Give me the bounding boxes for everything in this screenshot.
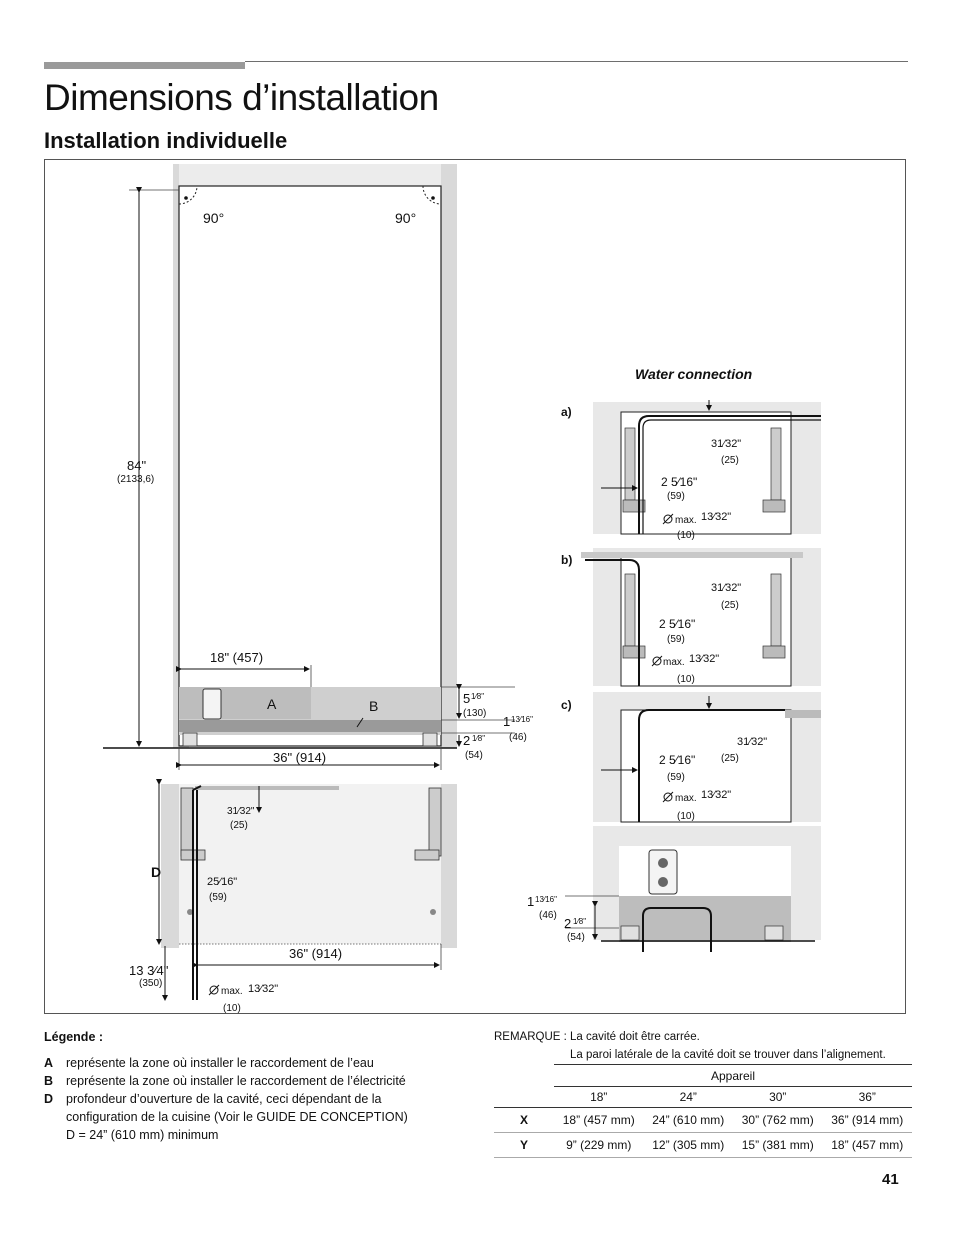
plan-31-32-label: 31⁄32" <box>227 806 255 817</box>
a-max-label: max. <box>675 515 697 526</box>
c-dim-1-label: 1 <box>527 894 535 909</box>
table-cell: 9” (229 mm) <box>554 1133 644 1158</box>
plan-depth-label: 13 3⁄4" <box>129 963 169 978</box>
a-2-5-16-label: 2 5⁄16" <box>661 475 698 489</box>
legend-item-d <box>44 1090 464 1108</box>
table-cell: 36” (914 mm) <box>823 1108 913 1133</box>
c-59-label: (59) <box>667 772 685 783</box>
panel-b-label: b) <box>561 553 573 567</box>
installation-diagram <box>45 160 907 1015</box>
c-13-32-label: 13⁄32" <box>701 789 732 801</box>
angle-right-label: 90° <box>395 210 417 226</box>
dim-46-label: (46) <box>509 732 527 743</box>
a-31-32-label: 31⁄32" <box>711 438 742 450</box>
dim-5-label: 5 <box>463 691 471 706</box>
table-column-header: 30” <box>733 1087 823 1108</box>
table-cell: 24” (610 mm) <box>644 1108 734 1133</box>
legend <box>44 1028 464 1144</box>
dim-1-label: 1 <box>503 714 511 729</box>
table-cell: 30” (762 mm) <box>733 1108 823 1133</box>
angle-left-label: 90° <box>203 210 225 226</box>
a-25-label: (25) <box>721 455 739 466</box>
cabinet-width-label: 36" (914) <box>273 750 327 765</box>
legend-d-line-2: configuration de la cuisine (Voir le GUIDE DE CONCEPTION) <box>66 1110 408 1124</box>
c-2-5-16-label: 2 5⁄16" <box>659 753 696 767</box>
legend-text: représente la zone où installer le raccordement de l’électricité <box>66 1074 406 1088</box>
note <box>494 1028 914 1064</box>
dim-54-label: (54) <box>465 750 483 761</box>
table-row-label: X <box>494 1108 554 1133</box>
b-31-32-label: 31⁄32" <box>711 582 742 594</box>
table-column-headers <box>494 1087 912 1108</box>
dim-2-label: 2 <box>463 733 471 748</box>
note-line-2: La paroi latérale de la cavité doit se trouver dans l’alignement. <box>570 1049 886 1061</box>
c-dim-46-label: (46) <box>539 910 557 921</box>
page-number: 41 <box>882 1171 899 1188</box>
table-column-header: 18” <box>554 1087 644 1108</box>
a-59-label: (59) <box>667 491 685 502</box>
plan-d-label: D <box>151 864 162 880</box>
c-dim-54-label: (54) <box>567 932 585 943</box>
legend-text: profondeur d’ouverture de la cavité, ceci dépendant de la <box>66 1092 382 1106</box>
panel-c-label: c) <box>561 698 572 712</box>
c-max-label: max. <box>675 793 697 804</box>
zone-b-label: B <box>369 698 379 714</box>
table-cell: 18” (457 mm) <box>554 1108 644 1133</box>
water-connection-details <box>527 366 821 952</box>
b-25-label: (25) <box>721 600 739 611</box>
plan-25-label: (25) <box>230 820 248 831</box>
table-cell: 12” (305 mm) <box>644 1133 734 1158</box>
b-13-32-label: 13⁄32" <box>689 653 720 665</box>
c-dim-2-frac-label: 1⁄8" <box>573 917 587 926</box>
header-rule-thick <box>44 62 245 69</box>
page-title: Dimensions d’installation <box>44 77 439 118</box>
height-mm-label: (2133,6) <box>117 474 155 485</box>
header-rule-thin <box>245 61 908 62</box>
a-13-32-label: 13⁄32" <box>701 511 732 523</box>
dim-2-frac-label: 1⁄8" <box>472 734 486 743</box>
height-inches-label: 84" <box>127 458 147 473</box>
plan-13-32-label: 13⁄32" <box>248 983 279 995</box>
zone-width-label: 18" (457) <box>210 650 264 665</box>
panel-a-label: a) <box>561 405 572 419</box>
table-column-header: 36” <box>823 1087 913 1108</box>
front-elevation <box>103 164 533 770</box>
dim-5-frac-label: 1⁄8" <box>471 692 485 701</box>
plan-view <box>129 784 457 1014</box>
b-2-5-16-label: 2 5⁄16" <box>659 617 696 631</box>
plan-10-label: (10) <box>223 1003 241 1014</box>
a-10-label: (10) <box>677 530 695 541</box>
dim-1-frac-label: 13⁄16" <box>511 715 533 724</box>
water-connection-title: Water connection <box>635 366 753 382</box>
installation-figure <box>44 159 906 1014</box>
legend-item-b <box>44 1072 464 1090</box>
legend-key: D <box>44 1092 54 1106</box>
b-59-label: (59) <box>667 634 685 645</box>
plan-59-label: (59) <box>209 892 227 903</box>
c-dim-1-frac-label: 13⁄16" <box>535 895 557 904</box>
table-header-appareil: Appareil <box>554 1065 912 1087</box>
c-31-32-label: 31⁄32" <box>737 736 768 748</box>
legend-item-a <box>44 1054 464 1072</box>
zone-a-label: A <box>267 696 277 712</box>
table-row-label: Y <box>494 1133 554 1158</box>
table-column-header: 24” <box>644 1087 734 1108</box>
table-row <box>494 1108 912 1133</box>
plan-2-5-16-label: 25⁄16" <box>207 876 238 888</box>
dim-130-label: (130) <box>463 708 487 719</box>
c-25-label: (25) <box>721 753 739 764</box>
dimensions-table <box>494 1064 912 1158</box>
plan-width-label: 36" (914) <box>289 946 343 961</box>
section-subtitle: Installation individuelle <box>44 128 288 153</box>
legend-d-line-3: D = 24” (610 mm) minimum <box>66 1128 219 1142</box>
legend-title: Légende : <box>44 1030 104 1044</box>
table-row <box>494 1133 912 1158</box>
b-max-label: max. <box>663 657 685 668</box>
c-10-label: (10) <box>677 811 695 822</box>
plan-max-label: max. <box>221 986 243 997</box>
table-cell: 15” (381 mm) <box>733 1133 823 1158</box>
legend-key: A <box>44 1056 54 1070</box>
legend-text: représente la zone où installer le raccordement de l’eau <box>66 1056 374 1070</box>
c-dim-2-label: 2 <box>564 916 572 931</box>
plan-depth-mm-label: (350) <box>139 978 163 989</box>
legend-key: B <box>44 1074 54 1088</box>
b-10-label: (10) <box>677 674 695 685</box>
note-line-1: REMARQUE : La cavité doit être carrée. <box>494 1031 700 1043</box>
table-cell: 18” (457 mm) <box>823 1133 913 1158</box>
